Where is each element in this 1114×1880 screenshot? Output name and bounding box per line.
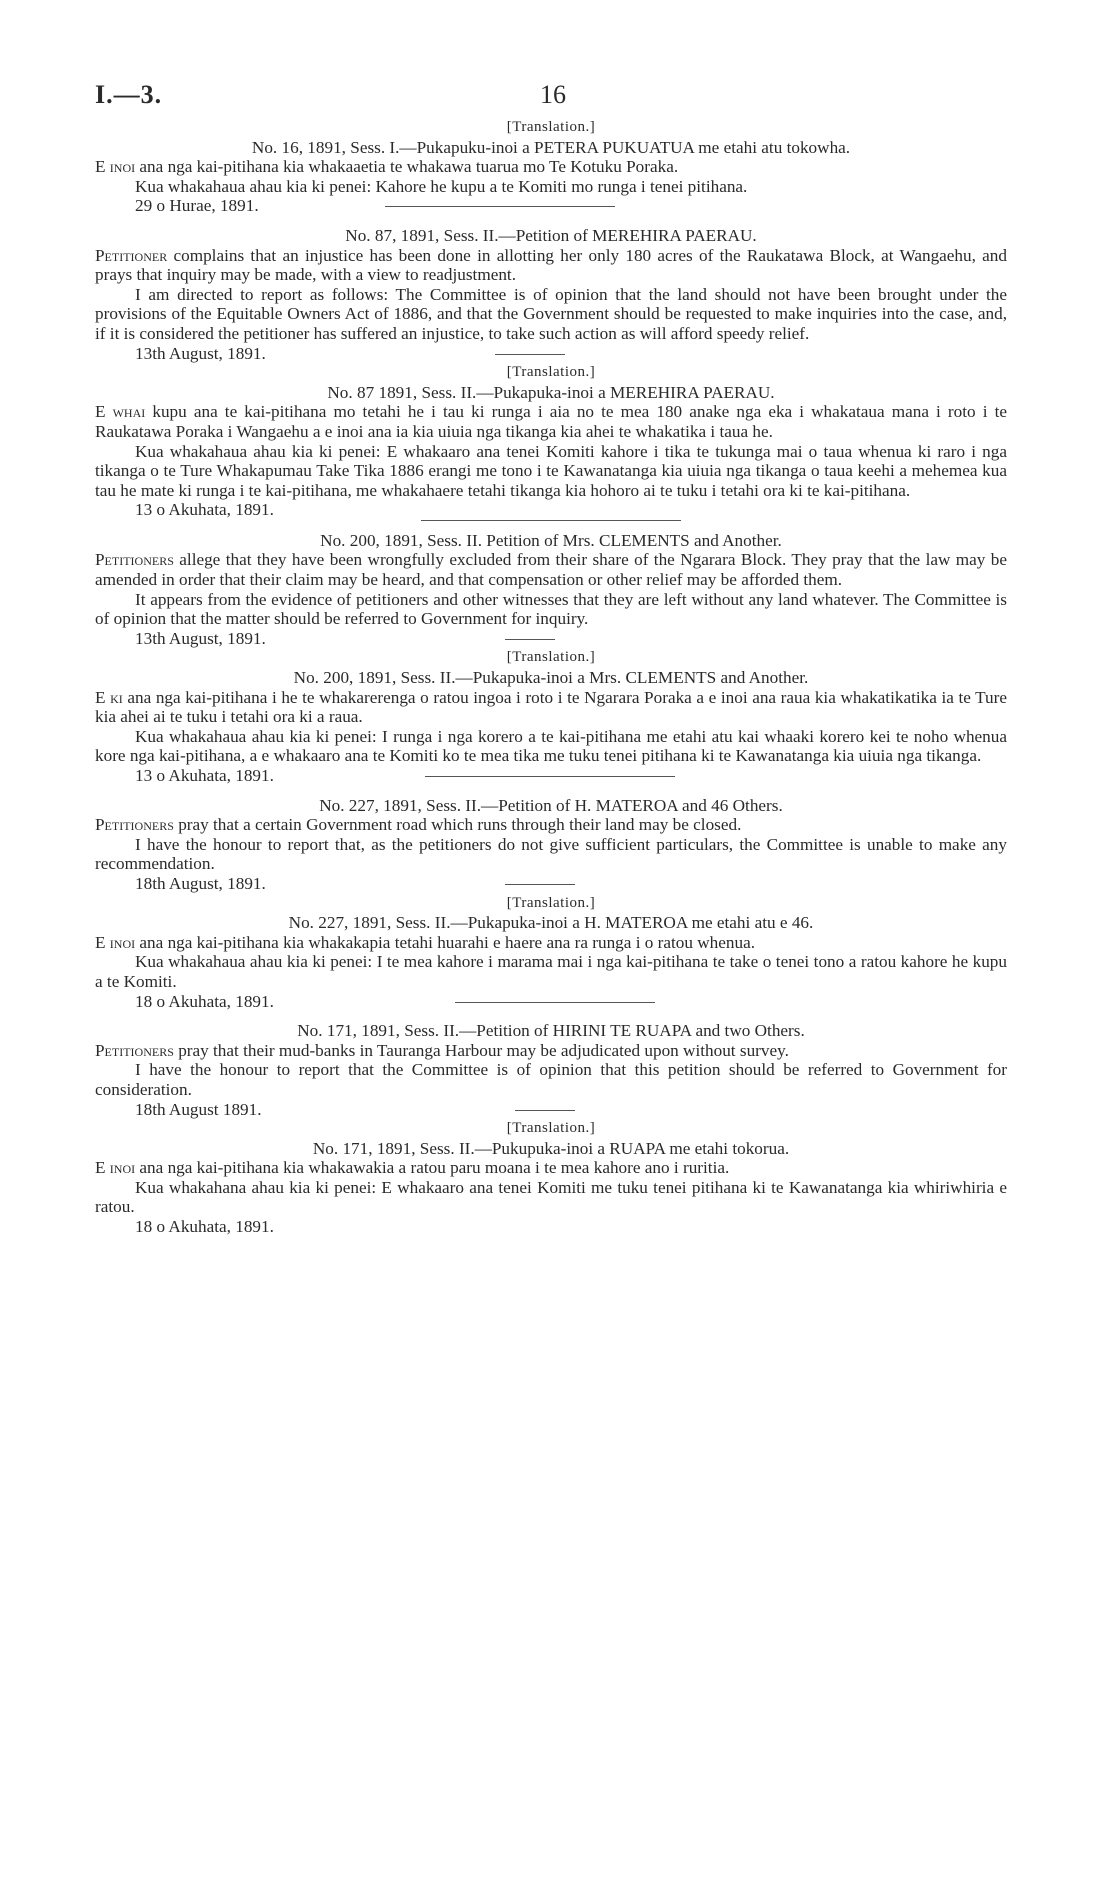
section-heading: No. 227, 1891, Sess. II.—Petition of H. MATEROA and 46 Others. — [319, 795, 783, 815]
section-heading: No. 16, 1891, Sess. I.—Pukapuku-inoi a PETERA PUKUATUA me etahi atu tokowha. — [251, 137, 851, 157]
section-divider — [425, 776, 675, 777]
translation-label: [Translation.] — [506, 894, 596, 911]
section-divider — [505, 884, 575, 885]
date-text: 18th August 1891. — [135, 1099, 262, 1119]
paragraph — [95, 815, 1007, 835]
date-text: 13th August, 1891. — [135, 343, 266, 363]
section-heading: No. 171, 1891, Sess. II.—Petition of HIRINI TE RUAPA and two Others. — [297, 1021, 805, 1041]
paragraph: I am directed to report as follows: The Committee is of opinion that the land should not have been brought under the provisions of the Equitable Owners Act of 1886, and that the Government should be requested to make inquiries into the case, and, if it is considered the petitioner has suffered an injustice, to take such action as will afford speedy relief. — [95, 284, 1007, 343]
paragraph-lead: Petitioners — [95, 550, 174, 570]
date-text: 18 o Akuhata, 1891. — [135, 991, 274, 1011]
translation-label: [Translation.] — [506, 119, 596, 135]
paragraph — [95, 550, 1007, 589]
date-text: 13 o Akuhata, 1891. — [135, 766, 274, 785]
date-text: 18th August, 1891. — [135, 873, 266, 893]
paragraph-text: kupu ana te kai-pitihana mo tetahi he i tau ki runga i aia no te mea 180 anake nga eka i whakataua mana i roto i te Raukatawa Poraka i Wangaehu a e inoi ana ia kia uiuia nga tikanga kia ahei te whakatika i taua he. — [95, 402, 1007, 441]
section-date: 13 o Akuhata, 1891. — [135, 500, 274, 520]
section-divider — [505, 639, 555, 640]
section-heading: No. 87 1891, Sess. II.—Pukapuka-inoi a MEREHIRA PAERAU. — [327, 382, 775, 402]
section-date — [95, 992, 1007, 1012]
section-heading: No. 87, 1891, Sess. II.—Petition of MEREHIRA PAERAU. — [345, 225, 757, 245]
page-reference: I.—3. — [95, 80, 163, 109]
date-text: 13th August, 1891. — [135, 628, 266, 648]
date-text: 29 o Hurae, 1891. — [135, 196, 259, 216]
translation-label: [Translation.] — [506, 364, 596, 381]
paragraph-lead: E inoi — [95, 157, 136, 177]
paragraph: Kua whakahaua ahau kia ki penei: E whakaaro ana tenei Komiti kahore i tika te tukunga mai o taua whenua ki raro i nga tikanga o te Ture Whakapumau Take Tika 1886 erangi me tono i te Kawanatanga kia uiuia nga tikanga o taua keehi a mehemea kua tau he mate ki runga i te kai-pitihana, me whakahaere tetahi tikanga kia hohoro ai te tuku i tetahi ora ki te kai-pitihana. — [95, 441, 1007, 500]
paragraph: I have the honour to report that, as the petitioners do not give sufficient particulars, the Committee is unable to make any recommendation. — [95, 834, 1007, 874]
paragraph-text: ana nga kai-pitihana i he te whakarerenga o ratou ingoa i roto i te Ngarara Poraka a e inoi ana raua kia whakatikatika ia te Ture kia ahei ai te tuku i tetahi ora ki a raua. — [95, 687, 1007, 727]
paragraph-lead: Petitioner — [95, 245, 168, 265]
paragraph-lead: E inoi — [95, 932, 136, 952]
paragraph-text: pray that a certain Government road which runs through their land may be closed. — [173, 815, 742, 835]
paragraph — [95, 246, 1007, 285]
paragraph: Kua whakahana ahau kia ki penei: E whakaaro ana tenei Komiti me tuku tenei pitihana ki te Kawanatanga kia whiriwhiria e ratou. — [95, 1177, 1007, 1217]
page-content — [95, 118, 1007, 1237]
translation-label: [Translation.] — [506, 1120, 596, 1137]
paragraph-lead: Petitioners — [95, 815, 174, 835]
paragraph — [95, 1041, 1007, 1061]
paragraph: Kua whakahaua ahau kia ki penei: Kahore he kupu a te Komiti mo runga i tenei pitihana. — [135, 176, 748, 196]
translation-label: [Translation.] — [506, 649, 596, 666]
paragraph — [95, 933, 1007, 953]
section-heading: No. 171, 1891, Sess. II.—Pukupuka-inoi a RUAPA me etahi tokorua. — [312, 1138, 790, 1158]
paragraph-text: ana nga kai-pitihana kia whakakapia tetahi huarahi e haere ana ra runga i o ratou whenua. — [135, 932, 756, 952]
section-date — [95, 874, 1007, 894]
section-heading: No. 200, 1891, Sess. II.—Pukapuka-inoi a Mrs. CLEMENTS and Another. — [293, 668, 809, 688]
paragraph-lead: E whai — [95, 402, 146, 422]
paragraph-lead: E ki — [95, 687, 123, 707]
section-date — [95, 196, 1007, 216]
paragraph — [95, 688, 1007, 727]
paragraph-lead: E inoi — [95, 1158, 136, 1178]
section-divider — [455, 1002, 655, 1003]
section-divider — [385, 206, 615, 207]
section-date — [95, 344, 1007, 364]
paragraph — [95, 402, 1007, 441]
paragraph-text: pray that their mud-banks in Tauranga Harbour may be adjudicated upon without survey. — [173, 1040, 789, 1060]
paragraph-text: ana nga kai-pitihana kia whakaaetia te whakawa tuarua mo Te Kotuku Poraka. — [135, 157, 679, 177]
section-divider — [515, 1110, 575, 1111]
page-number: 16 — [540, 80, 566, 109]
paragraph — [95, 157, 1007, 177]
section-divider — [495, 354, 565, 355]
paragraph: I have the honour to report that the Committee is of opinion that this petition should be referred to Government for consideration. — [95, 1060, 1007, 1099]
section-date — [95, 1100, 1007, 1120]
paragraph: Kua whakahaua ahau kia ki penei: I te mea kahore i marama mai i nga kai-pitihana te take o tenei tono a ratou kahore he kupu a te Komiti. — [95, 952, 1007, 991]
paragraph-lead: Petitioners — [95, 1040, 174, 1060]
section-heading: No. 227, 1891, Sess. II.—Pukapuka-inoi a H. MATEROA me etahi atu e 46. — [288, 913, 814, 933]
section-date — [95, 766, 1007, 786]
paragraph-text: complains that an injustice has been done in allotting her only 180 acres of the Raukatawa Block, at Wangaehu, and prays that inquiry may be made, with a view to readjustment. — [95, 245, 1007, 285]
paragraph — [95, 1158, 1007, 1178]
section-date: 18 o Akuhata, 1891. — [135, 1217, 274, 1237]
paragraph: Kua whakahaua ahau kia ki penei: I runga i nga korero a te kai-pitihana me etahi atu kai whaaki korero kei te noho whenua kore nga kai-pitihana, a e whakaaro ana te Komiti ko te mea tika me tuku tenei pitihana ki te Kawanatanga kia uiuia nga tikanga. — [95, 726, 1007, 766]
section-date — [95, 629, 1007, 649]
paragraph: It appears from the evidence of petitioners and other witnesses that they are left without any land whatever. The Committee is of opinion that the matter should be referred to Government for inquiry. — [95, 589, 1007, 629]
paragraph-text: ana nga kai-pitihana kia whakawakia a ratou paru moana i te mea kahore ano i ruritia. — [135, 1158, 730, 1178]
paragraph-text: allege that they have been wrongfully excluded from their share of the Ngarara Block. They pray that the law may be amended in order that their claim may be heard, and that compensation or other relief may be afforded them. — [95, 550, 1007, 590]
section-heading: No. 200, 1891, Sess. II. Petition of Mrs. CLEMENTS and Another. — [320, 530, 782, 550]
